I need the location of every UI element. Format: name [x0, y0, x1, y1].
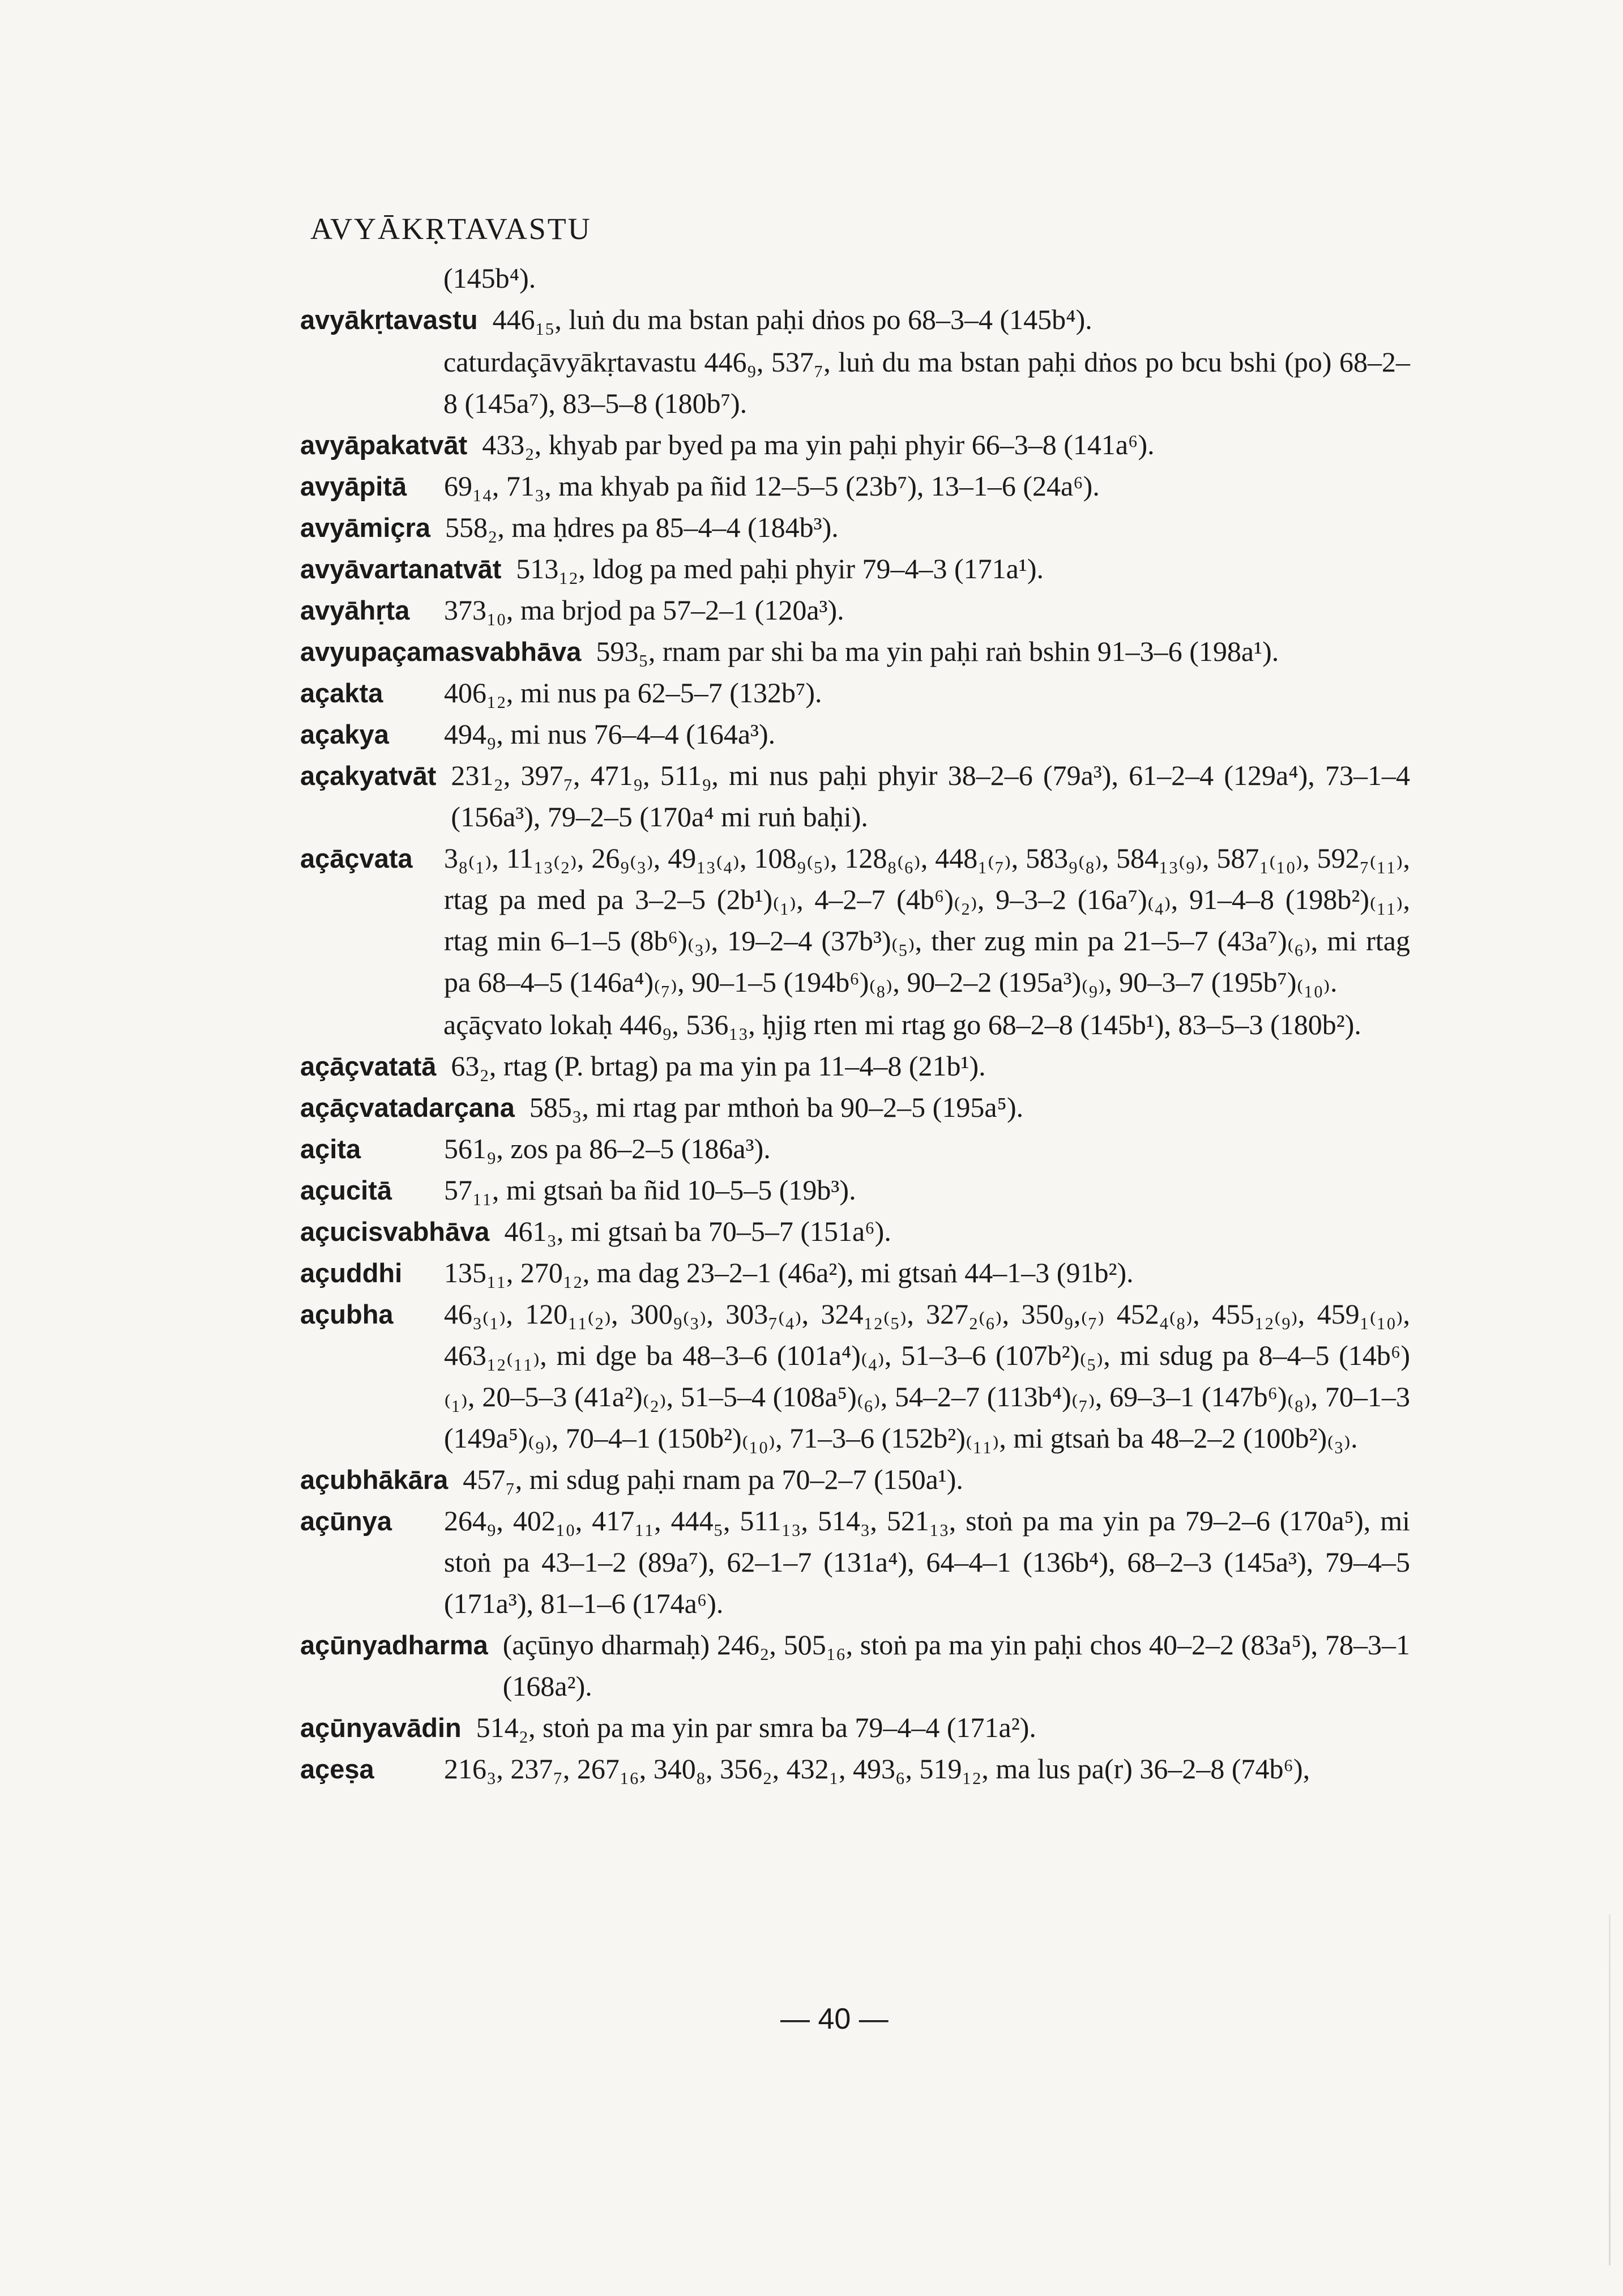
entry-lemma: açāçvatatā	[300, 1051, 437, 1081]
entry-lemma: avyupaçamasvabhāva	[300, 637, 582, 667]
entry-body: 3₈₍₁₎, 11₁₃₍₂₎, 26₉₍₃₎, 49₁₃₍₄₎, 108₉₍₅₎, 128₈₍₆₎, 448₁₍₇₎, 583₉₍₈₎, 584₁₃₍₉₎, 587₁₍₁₀₎, 592₇₍₁₁₎, rtag pa med pa 3–2–5 (2b¹)₍₁₎, 4–2–7 (4b⁶)₍₂₎, 9–3–2 (16a⁷)₍₄₎, 91–4–8 (198b²)₍₁₁₎, rtag min 6–1–5 (8b⁶)₍₃₎, 19–2–4 (37b³)₍₅₎, ther zug min pa 21–5–7 (43a⁷)₍₆₎, mi rtag pa 68–4–5 (146a⁴)₍₇₎, 90–1–5 (194b⁶)₍₈₎, 90–2–2 (195a³)₍₉₎, 90–3–7 (195b⁷)₍₁₀₎.	[444, 842, 1410, 998]
dictionary-entry	[300, 466, 1410, 507]
entry-body: 216₃, 237₇, 267₁₆, 340₈, 356₂, 432₁, 493₆, 519₁₂, ma lus pa(r) 36–2–8 (74b⁶),	[444, 1753, 1310, 1785]
dictionary-entry	[300, 1459, 1410, 1500]
entry-lemma: avyāpakatvāt	[300, 430, 468, 460]
entry-body: 461₃, mi gtsaṅ ba 70–5–7 (151a⁶).	[504, 1215, 891, 1247]
entry-body: 46₃₍₁₎, 120₁₁₍₂₎, 300₉₍₃₎, 303₇₍₄₎, 324₁₂₍₅₎, 327₂₍₆₎, 350₉,₍₇₎ 452₄₍₈₎, 455₁₂₍₉₎, 459₁₍₁₀₎, 463₁₂₍₁₁₎, mi dge ba 48–3–6 (101a⁴)₍₄₎, 51–3–6 (107b²)₍₅₎, mi sdug pa 8–4–5 (14b⁶)₍₁₎, 20–5–3 (41a²)₍₂₎, 51–5–4 (108a⁵)₍₆₎, 54–2–7 (113b⁴)₍₇₎, 69–3–1 (147b⁶)₍₈₎, 70–1–3 (149a⁵)₍₉₎, 70–4–1 (150b²)₍₁₀₎, 71–3–6 (152b²)₍₁₁₎, mi gtsaṅ ba 48–2–2 (100b²)₍₃₎.	[444, 1298, 1410, 1454]
dictionary-entry	[300, 299, 1410, 340]
entry-body: 561₉, zos pa 86–2–5 (186a³).	[444, 1133, 771, 1164]
entry-body: 457₇, mi sdug paḥi rnam pa 70–2–7 (150a¹).	[463, 1463, 963, 1495]
dictionary-entry	[300, 672, 1410, 714]
dictionary-entry	[300, 1252, 1410, 1294]
entry-lemma: açāçvatadarçana	[300, 1092, 515, 1123]
dictionary-entry	[300, 1211, 1410, 1252]
running-head: AVYĀKṚTAVASTU	[310, 212, 592, 246]
dictionary-entry	[300, 1170, 1410, 1211]
dictionary-entry	[300, 258, 1410, 299]
entry-body: (açūnyo dharmaḥ) 246₂, 505₁₆, stoṅ pa ma yin paḥi chos 40–2–2 (83a⁵), 78–3–1 (168a²).	[502, 1629, 1410, 1702]
entry-body: 63₂, rtag (P. brtag) pa ma yin pa 11–4–8 (21b¹).	[451, 1050, 986, 1082]
entry-body: 135₁₁, 270₁₂, ma dag 23–2–1 (46a²), mi gtsaṅ 44–1–3 (91b²).	[444, 1257, 1134, 1288]
entry-lemma: açakta	[300, 678, 383, 708]
entry-body: 494₉, mi nus 76–4–4 (164a³).	[444, 718, 776, 750]
dictionary-entry	[300, 342, 1410, 424]
entry-lemma: açakya	[300, 719, 389, 749]
entry-lemma: avyāvartanatvāt	[300, 554, 502, 584]
entry-body: açāçvato lokaḥ 446₉, 536₁₃, ḥjig rten mi rtag go 68–2–8 (145b¹), 83–5–3 (180b²).	[443, 1009, 1361, 1040]
entry-lemma: açubha	[300, 1299, 394, 1329]
dictionary-entry	[300, 507, 1410, 548]
dictionary-entry	[300, 838, 1410, 1003]
entry-lemma: avyāhṛta	[300, 595, 410, 625]
entry-body: 558₂, ma ḥdres pa 85–4–4 (184b³).	[445, 511, 839, 543]
entry-body: 231₂, 397₇, 471₉, 511₉, mi nus paḥi phyir 38–2–6 (79a³), 61–2–4 (129a⁴), 73–1–4 (156a³), 79–2–5 (170a⁴ mi ruṅ baḥi).	[451, 759, 1410, 833]
entry-lemma: avyāmiçra	[300, 513, 430, 543]
entry-lemma: açita	[300, 1134, 361, 1164]
dictionary-entry	[300, 631, 1410, 672]
dictionary-entry	[300, 1045, 1410, 1087]
dictionary-entry	[300, 1707, 1410, 1748]
entry-lemma: açuddhi	[300, 1258, 403, 1288]
entry-body: 373₁₀, ma brjod pa 57–2–1 (120a³).	[444, 594, 844, 626]
scan-edge-mark	[1609, 1914, 1611, 2265]
dictionary-entry	[300, 1004, 1410, 1045]
entry-lemma: avyākṛtavastu	[300, 305, 478, 335]
entry-lemma: açucisvabhāva	[300, 1217, 490, 1247]
dictionary-entry	[300, 714, 1410, 755]
dictionary-entry	[300, 1294, 1410, 1459]
dictionary-entry	[300, 548, 1410, 590]
entry-body: 433₂, khyab par byed pa ma yin paḥi phyir 66–3–8 (141a⁶).	[482, 429, 1155, 460]
dictionary-entry	[300, 1128, 1410, 1170]
entry-lemma: avyāpitā	[300, 471, 407, 501]
entry-body: 406₁₂, mi nus pa 62–5–7 (132b⁷).	[444, 677, 822, 709]
entry-body: (145b⁴).	[443, 262, 536, 294]
entry-lemma: açeṣa	[300, 1754, 374, 1784]
entry-body: 264₉, 402₁₀, 417₁₁, 444₅, 511₁₃, 514₃, 521₁₃, stoṅ pa ma yin pa 79–2–6 (170a⁵), mi stoṅ pa 43–1–2 (89a⁷), 62–1–7 (131a⁴), 64–4–1 (136b⁴), 68–2–3 (145a³), 79–4–5 (171a³), 81–1–6 (174a⁶).	[444, 1505, 1410, 1619]
dictionary-entry	[300, 755, 1410, 838]
entry-body: 513₁₂, ldog pa med paḥi phyir 79–4–3 (171a¹).	[516, 553, 1044, 584]
entry-body: 593₅, rnam par shi ba ma yin paḥi raṅ bshin 91–3–6 (198a¹).	[596, 635, 1279, 667]
dictionary-entry	[300, 1748, 1410, 1790]
dictionary-entry	[300, 1624, 1410, 1707]
entry-body: caturdaçāvyākṛtavastu 446₉, 537₇, luṅ du ma bstan paḥi dṅos po bcu bshi (po) 68–2–8 (145a⁷), 83–5–8 (180b⁷).	[443, 346, 1410, 419]
dictionary-entry	[300, 1087, 1410, 1128]
entry-body: 69₁₄, 71₃, ma khyab pa ñid 12–5–5 (23b⁷), 13–1–6 (24a⁶).	[444, 470, 1100, 502]
entry-lemma: açāçvata	[300, 843, 413, 873]
entry-body: 446₁₅, luṅ du ma bstan paḥi dṅos po 68–3–4 (145b⁴).	[492, 304, 1092, 335]
entry-lemma: açūnyavādin	[300, 1713, 462, 1743]
entry-lemma: açubhākāra	[300, 1465, 449, 1495]
dictionary-entry	[300, 424, 1410, 466]
entry-body: 57₁₁, mi gtsaṅ ba ñid 10–5–5 (19b³).	[444, 1174, 856, 1206]
dictionary-entry	[300, 590, 1410, 631]
entry-body: 514₂, stoṅ pa ma yin par smra ba 79–4–4 (171a²).	[476, 1712, 1036, 1743]
entry-body: 585₃, mi rtag par mthoṅ ba 90–2–5 (195a⁵).	[529, 1091, 1024, 1123]
entry-lemma: açakyatvāt	[300, 761, 437, 791]
entry-list	[300, 258, 1410, 1790]
entry-lemma: açūnya	[300, 1506, 392, 1536]
dictionary-entry	[300, 1500, 1410, 1624]
entry-lemma: açūnyadharma	[300, 1630, 488, 1660]
page-number: — 40 —	[780, 2003, 889, 2035]
entry-lemma: açucitā	[300, 1175, 392, 1205]
